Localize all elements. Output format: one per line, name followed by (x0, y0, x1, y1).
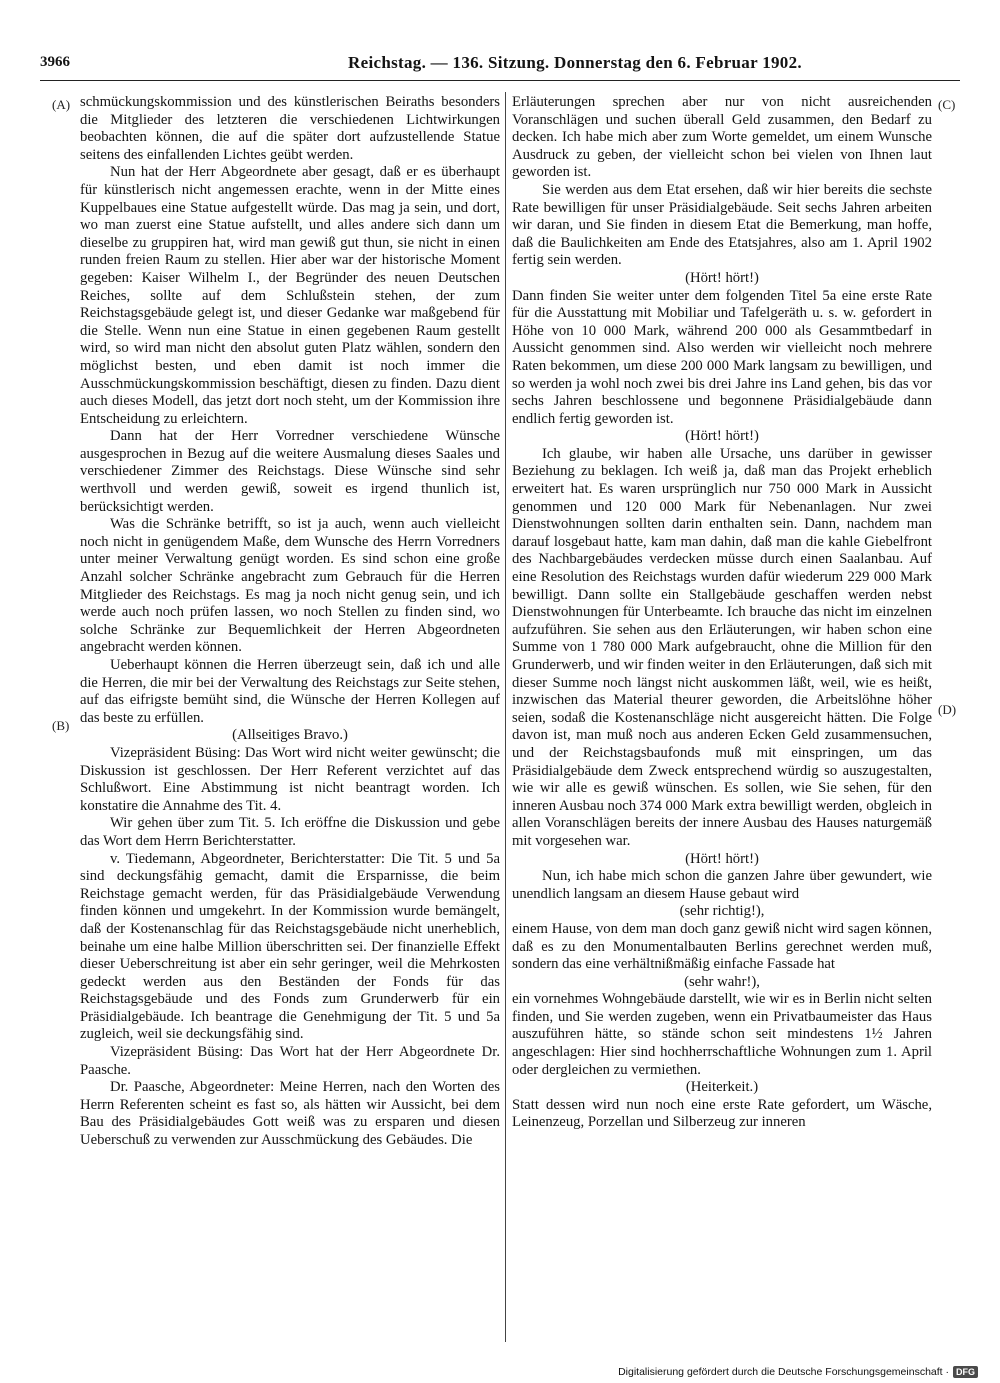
paragraph: Erläuterungen sprechen aber nur von nicht ausreichenden Voranschlägen und suchen überall Geld zusammen, den Bedarf zu decken. Ich habe mich aber zum Worte gemeldet, um einem Wunsche Ausdruck zu geben, der vielleicht schon bei vielen von Ihnen laut geworden ist. (512, 94, 932, 181)
page-header (40, 50, 960, 81)
paragraph: Nun, ich habe mich schon die ganzen Jahre über gewundert, wie unendlich langsam an diesem Hause gebaut wird (512, 868, 932, 902)
margin-marker-c: (C) (938, 97, 956, 112)
paragraph: Ueberhaupt können die Herren überzeugt sein, daß ich und alle die Herren, die mir bei der Verwaltung des Reichstags zur Seite stehen, auf das eifrigste bemüht sind, die Wünsche der Herren Kollegen auf das beste zu erfüllen. (80, 657, 500, 726)
column-divider (505, 92, 506, 1342)
interjection: (Hört! hört!) (685, 850, 759, 867)
left-column (80, 94, 500, 1344)
paragraph: Vizepräsident Büsing: Das Wort hat der Herr Abgeordnete Dr. Paasche. (80, 1044, 500, 1078)
paragraph: Ich glaube, wir haben alle Ursache, uns darüber in gewisser Beziehung zu beklagen. Ich weiß ja, daß man das Projekt erheblich erweitert hat. Es waren ursprünglich nur 750 000 Mark in Aussicht genommen und 120 000 Mark für Nebenanlagen. Nur zwei Dienstwohnungen sollten darin enthalten sein. Dann, nachdem man darauf losgebaut hatte, kam man dahin, daß man die kahle Giebelfront des Nachbargebäudes verdecken müsse durch einen Saalanbau. Auf eine Resolution des Reichstags wurden dafür wiederum 229 000 Mark bewilligt. Dann sollte ein Stallgebäude geschaffen werden nebst Dienstwohnungen für Unterbeamte. Ich brauche das nicht im einzelnen aufzuführen. Sie sehen aus den Erläuterungen, wir haben schon eine Summe von 1 780 000 Mark aufgebraucht, ohne die Million für den Grunderwerb, und wir finden weiter in den Erläuterungen, daß sich mit dieser Summe noch längst nicht auskommen läßt, weil, wie es heißt, inzwischen das Material theurer geworden, die Arbeitslöhne höher seien, sodaß die Kostenanschläge nicht ausgereicht hätten. Die Folge davon ist, man muß noch aus anderen Ecken Geld zusammensuchen, und der Reichstagsbaufonds muß mit einspringen, um das Präsidialgebäude dem Zweck entsprechend würdig so auszugestalten, wie wir alle es gewiß wünschen. Es sollen, wie Sie sehen, für den inneren Ausbau noch 374 000 Mark extra bewilligt werden, obgleich in allen Voranschlägen bereits der innere Ausbau des Hauses naturgemäß mit vorgesehen war. (512, 445, 932, 849)
paragraph: ein vornehmes Wohngebäude darstellt, wie wir es in Berlin nicht selten finden, und Sie werden zugeben, wenn ein Privatbaumeister das Haus auszuführen hätte, so stände schon seit mindestens 1½ Jahren angeschlagen: Hier sind hochherrschaftliche Wohnungen zum 1. April oder dergleichen zu vermiethen. (512, 991, 932, 1078)
page-number: 3966 (40, 54, 70, 70)
interjection: (Heiterkeit.) (685, 1079, 759, 1096)
dfg-logo: DFG (953, 1366, 978, 1378)
paragraph: Dr. Paasche, Abgeordneter: Meine Herren, nach den Worten des Herrn Referenten scheint es fast so, als hätten wir Aussicht, bei dem Bau des Präsidialgebäudes Gott weiß was zu ersparen und diesen Ueberschuß zu verwenden zur Ausschmückung des Gebäudes. Die (80, 1079, 500, 1149)
interjection: (sehr richtig!), (679, 903, 765, 920)
paragraph: Wir gehen über zum Tit. 5. Ich eröffne die Diskussion und gebe das Wort dem Herrn Berichterstatter. (80, 815, 500, 849)
right-column (512, 94, 932, 1344)
paragraph: Sie werden aus dem Etat ersehen, daß wir hier bereits die sechste Rate bewilligen für unser Präsidialgebäude. Seit sechs Jahren arbeiten wir daran, und Sie finden in diesem Etat die Bemerkung, man hoffe, daß die Baulichkeiten am Ende des Etatsjahres, also am 1. April 1902 fertig sein werden. (512, 181, 932, 269)
running-title: Reichstag. — 136. Sitzung. Donnerstag den 6. Februar 1902. (348, 53, 802, 72)
paragraph: einem Hause, von dem man doch ganz gewiß nicht wird sagen können, daß es zu den Monumentalbauten Berlins gerechnet werden muß, sondern das eine verhältnißmäßig einfache Fassade hat (512, 920, 932, 973)
margin-marker-a: (A) (52, 97, 71, 112)
margin-marker-d: (D) (938, 702, 957, 717)
interjection: (Allseitiges Bravo.) (232, 727, 348, 744)
paragraph: Nun hat der Herr Abgeordnete aber gesagt, daß er es überhaupt für künstlerisch nicht angemessen erachte, wenn in der Mitte eines Kuppelbaues eine Statue aufgestellt würde. Das mag ja sein, und dort, wo man zuerst eine Statue aufstellt, und alles andere sich dann um dieselbe zu gruppiren hat, wird man gewiß gut thun, sie nicht in einen runden freien Raum zu stellen. Hier aber war der historische Moment gegeben: Kaiser Wilhelm I., der Begründer des neuen Deutschen Reiches, sollte auf dem Schlußstein stehen, der zum Reichstagsgebäude gelegt ist, und dieser Gedanke war maßgebend für die Stelle. Wenn nun eine Statue in einen gegebenen Raum gestellt wird, so wird man nicht den absolut guten Platz wählen, sondern den möglichst besten, und eben damit ist noch immer die Ausschmückungskommission beschäftigt, diesen zu finden. Dazu dient auch dieses Modell, das jetzt dort noch steht, um der Kommission ihre Entscheidung zu erleichtern. (80, 164, 500, 427)
paragraph: Dann finden Sie weiter unter dem folgenden Titel 5a eine erste Rate für die Ausstattung mit Mobiliar und Tafelgeräth u. s. w. gefordert in Höhe von 10 000 Mark, während 200 000 als Gesammtbedarf in Aussicht genommen sind. Also werden wir vielleicht noch mehrere Raten bekommen, um diese 200 000 Mark langsam zu bewilligen, und so werden ja wohl noch zwei bis drei Jahre ins Land gehen, bis das vor sechs Jahren beschlossene und begonnene Präsidialgebäude dann endlich fertig geworden ist. (512, 287, 932, 427)
paragraph: Was die Schränke betrifft, so ist ja auch, wenn auch vielleicht noch nicht in genügendem Maße, dem Wunsche des Herrn Vorredners unter meiner Verwaltung genügt worden. Es sind schon eine große Anzahl solcher Schränke angebracht zum Gebrauch für die Herren Mitglieder des Reichstags. Es mag ja noch nicht genug sein, und ich werde auch noch prüfen lassen, wo noch Stellen zu finden sind, wo solche Schränke zur Bequemlichkeit der Herren Abgeordneten angebracht werden können. (80, 516, 500, 656)
interjection: (sehr wahr!), (684, 973, 760, 990)
paragraph: Dann hat der Herr Vorredner verschiedene Wünsche ausgesprochen in Bezug auf die weitere Ausmalung dieses Saales und verschiedener Zimmer des Reichstags. Diese Wünsche sind sehr werthvoll und werden gewiß, soweit es irgend thunlich ist, berücksichtigt werden. (80, 428, 500, 515)
paragraph: Vizepräsident Büsing: Das Wort wird nicht weiter gewünscht; die Diskussion ist geschlossen. Der Herr Referent verzichtet auf das Schlußwort. Eine Abstimmung ist nicht beantragt worden. Ich konstatire die Annahme des Tit. 4. (80, 744, 500, 814)
digitization-footer (618, 1364, 978, 1380)
footer-text: Digitalisierung gefördert durch die Deutsche Forschungsgemeinschaft · (618, 1366, 949, 1378)
paragraph: v. Tiedemann, Abgeordneter, Berichterstatter: Die Tit. 5 und 5a sind deckungsfähig gemacht, damit die Ersparnisse, die beim Reichstage gemacht werden, für das Präsidialgebäude Verwendung finden können und umgekehrt. In der Kommission wurde bemängelt, daß der Kostenanschlag für das Reichstagsgebäude nicht unerheblich, beinahe um eine halbe Million überschritten sei. Der finanzielle Effekt dieser Ueberschreitung ist aber ein sehr geringer, weil die Mehrkosten gedeckt werden aus den Beständen der Fonds für das Reichstagsgebäude und des Fonds zum Grunderwerb für ein Präsidialgebäude. Ich beantrage die Genehmigung der Tit. 5 und 5a zugleich, weil sie deckungsfähig sind. (80, 850, 500, 1043)
paragraph: Statt dessen wird nun noch eine erste Rate gefordert, um Wäsche, Leinenzeug, Porzellan und Silberzeug zur inneren (512, 1096, 932, 1131)
interjection: (Hört! hört!) (685, 428, 759, 445)
paragraph: schmückungskommission und des künstlerischen Beiraths besonders die Mitglieder des letzteren die verschiedenen Lichtwirkungen beobachten können, die auf die später dort aufzustellende Statue seitens des einfallenden Lichtes geübt werden. (80, 94, 500, 163)
margin-marker-b: (B) (52, 718, 70, 733)
interjection: (Hört! hört!) (685, 269, 759, 286)
